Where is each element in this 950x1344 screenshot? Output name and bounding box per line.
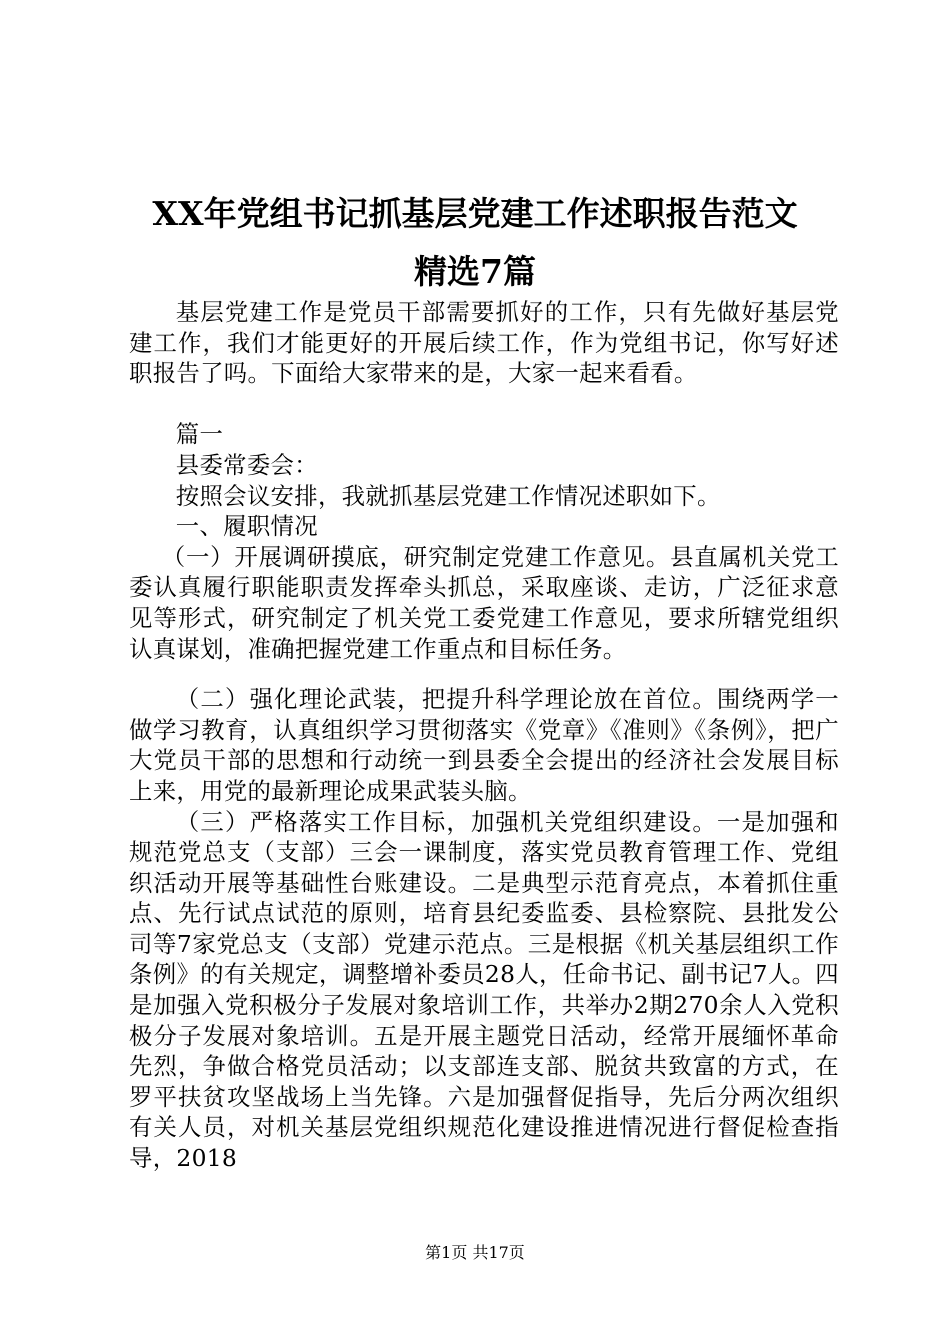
opening-sentence: 按照会议安排，我就抓基层党建工作情况述职如下。 [175,481,721,510]
intro-paragraph: 基层党建工作是党员干部需要抓好的工作，只有先做好基层党建工作，我们才能更好的开展后续工作，作为党组书记，你写好述职报告了吗。下面给大家带来的是，大家一起来看看。 [129,298,839,388]
document-title [100,185,850,301]
salutation: 县委常委会： [175,450,318,479]
paragraph-item-1: （一）开展调研摸底，研究制定党建工作意见。县直属机关党工委认真履行职能职责发挥牵头抓总，采取座谈、走访，广泛征求意见等形式，研究制定了机关党工委党建工作意见，要求所辖党组织认真谋划，准确把握党建工作重点和目标任务。 [129,542,839,663]
title-line-2: 精选7篇 [414,252,536,291]
document-body [129,297,839,1174]
page-footer: 第1页 共17页 [425,1243,525,1262]
heading-performance: 一、履职情况 [175,512,318,541]
paragraph-item-3: （三）严格落实工作目标，加强机关党组织建设。一是加强和规范党总支（支部）三会一课制度，落实党员教育管理工作、党组织活动开展等基础性台账建设。二是典型示范育亮点，本着抓住重点、先行试点试范的原则，培育县纪委监委、县检察院、县批发公司等7家党总支（支部）党建示范点。三是根据《机关基层组织工作条例》的有关规定，调整增补委员28人，任命书记、副书记7人。四是加强入党积极分子发展对象培训工作，共举办2期270余人入党积极分子发展对象培训。五是开展主题党日活动，经常开展缅怀革命先烈，争做合格党员活动；以支部连支部、脱贫共致富的方式，在罗平扶贫攻坚战场上当先锋。六是加强督促指导，先后分两次组织有关人员，对机关基层党组织规范化建设推进情况进行督促检查指导，2018 [129,807,839,1173]
paragraph-item-2: （二）强化理论武装，把提升科学理论放在首位。围绕两学一做学习教育，认真组织学习贯彻落实《党章》《准则》《条例》，把广大党员干部的思想和行动统一到县委全会提出的经济社会发展目标上来，用党的最新理论成果武装头脑。 [129,685,839,805]
title-line-1: XX年党组书记抓基层党建工作述职报告范文 [152,194,798,233]
section-heading-part1: 篇一 [175,420,224,449]
